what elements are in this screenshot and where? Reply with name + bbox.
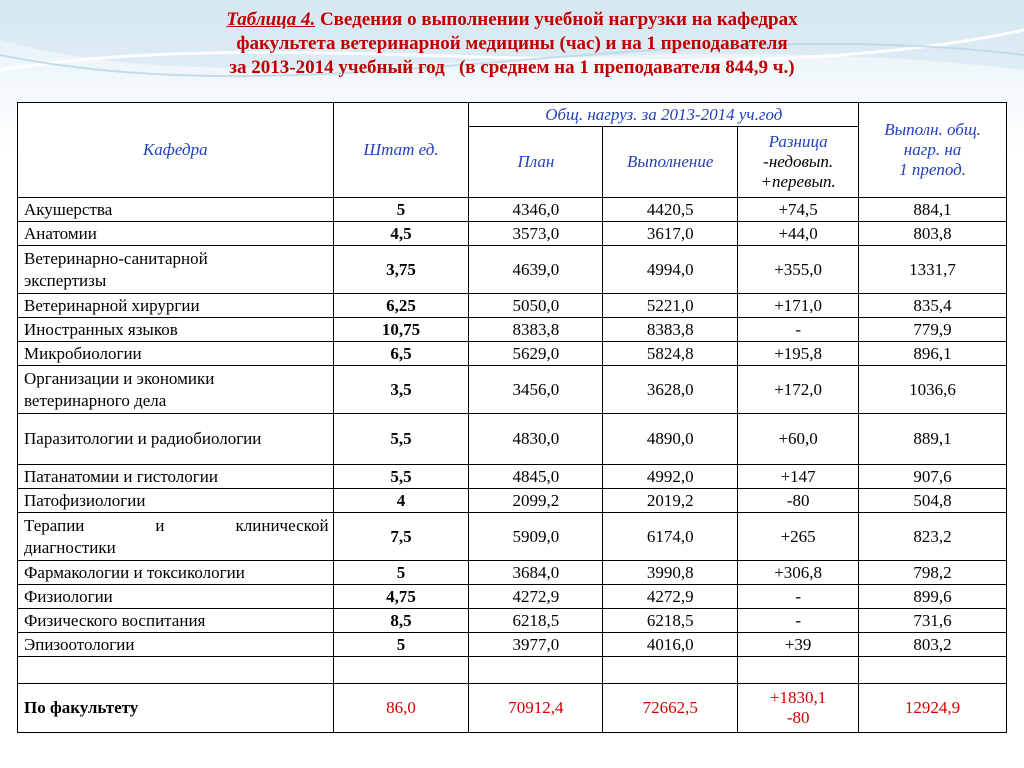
cell-kafedra — [18, 198, 334, 222]
kafedra-name-line: Анатомии — [24, 223, 97, 243]
cell-raznica: +172,0 — [738, 366, 859, 414]
cell-kafedra — [18, 318, 334, 342]
table-row — [18, 513, 1007, 561]
cell-shtat: 5 — [333, 198, 469, 222]
cell-plan: 3573,0 — [469, 222, 603, 246]
cell-raznica: +74,5 — [738, 198, 859, 222]
cell-shtat: 4,75 — [333, 585, 469, 609]
cell-kafedra — [18, 513, 334, 561]
kafedra-name-line: Физиологии — [24, 586, 113, 606]
header-per-teacher-line: нагр. на — [903, 140, 962, 159]
kafedra-name-line: Физического воспитания — [24, 610, 206, 630]
empty-cell — [333, 657, 469, 684]
kafedra-name-line: Эпизоотологии — [24, 634, 135, 654]
cell-raznica: +60,0 — [738, 414, 859, 465]
cell-kafedra — [18, 489, 334, 513]
header-plan: План — [469, 127, 603, 198]
cell-plan: 3456,0 — [469, 366, 603, 414]
cell-raznica: -80 — [738, 489, 859, 513]
kafedra-name-line: Патанатомии и гистологии — [24, 466, 218, 486]
cell-raznica: +171,0 — [738, 294, 859, 318]
cell-kafedra — [18, 342, 334, 366]
cell-plan: 5050,0 — [469, 294, 603, 318]
kafedra-name-line: ветеринарного дела — [24, 390, 167, 410]
cell-per-teacher: 896,1 — [859, 342, 1007, 366]
caption-label: Таблица 4. — [226, 9, 316, 30]
kafedra-name-line: Фармакологии и токсикологии — [24, 562, 245, 582]
table-row — [18, 561, 1007, 585]
header-per-teacher-line: 1 препод. — [899, 160, 967, 179]
cell-kafedra — [18, 465, 334, 489]
cell-per-teacher: 835,4 — [859, 294, 1007, 318]
cell-raznica: +44,0 — [738, 222, 859, 246]
table-row — [18, 585, 1007, 609]
table-row — [18, 342, 1007, 366]
cell-plan: 2099,2 — [469, 489, 603, 513]
empty-cell — [18, 657, 334, 684]
cell-vypolnenie: 3617,0 — [603, 222, 738, 246]
total-vypolnenie: 72662,5 — [603, 684, 738, 733]
total-raznica — [738, 684, 859, 733]
header-group: Общ. нагруз. за 2013-2014 уч.год — [469, 103, 859, 127]
cell-per-teacher: 1036,6 — [859, 366, 1007, 414]
cell-plan: 3684,0 — [469, 561, 603, 585]
cell-per-teacher: 889,1 — [859, 414, 1007, 465]
cell-vypolnenie: 3628,0 — [603, 366, 738, 414]
cell-plan: 5629,0 — [469, 342, 603, 366]
cell-shtat: 6,25 — [333, 294, 469, 318]
header-shtat: Штат ед. — [333, 103, 469, 198]
cell-per-teacher: 798,2 — [859, 561, 1007, 585]
cell-plan: 4639,0 — [469, 246, 603, 294]
cell-vypolnenie: 4272,9 — [603, 585, 738, 609]
cell-shtat: 10,75 — [333, 318, 469, 342]
kafedra-name-line: Ветеринарно-санитарной — [24, 248, 208, 268]
total-label: По факультету — [18, 684, 334, 733]
header-raznica-line: -недовып. — [763, 152, 834, 171]
cell-per-teacher: 803,2 — [859, 633, 1007, 657]
cell-shtat: 8,5 — [333, 609, 469, 633]
cell-raznica: +39 — [738, 633, 859, 657]
cell-kafedra — [18, 366, 334, 414]
table-row — [18, 246, 1007, 294]
cell-per-teacher: 899,6 — [859, 585, 1007, 609]
cell-shtat: 5,5 — [333, 414, 469, 465]
cell-kafedra — [18, 633, 334, 657]
cell-kafedra — [18, 246, 334, 294]
header-raznica — [738, 127, 859, 198]
table-row — [18, 318, 1007, 342]
empty-row — [18, 657, 1007, 684]
cell-shtat: 3,75 — [333, 246, 469, 294]
cell-per-teacher: 731,6 — [859, 609, 1007, 633]
cell-kafedra — [18, 585, 334, 609]
cell-plan: 4272,9 — [469, 585, 603, 609]
cell-plan: 5909,0 — [469, 513, 603, 561]
empty-cell — [859, 657, 1007, 684]
header-raznica-line: +перевып. — [760, 172, 836, 191]
cell-kafedra — [18, 609, 334, 633]
table-row — [18, 489, 1007, 513]
cell-shtat: 4,5 — [333, 222, 469, 246]
cell-kafedra — [18, 294, 334, 318]
caption-line-1: Сведения о выполнении учебной нагрузки на кафедрах — [315, 9, 798, 30]
cell-vypolnenie: 4420,5 — [603, 198, 738, 222]
header-per-teacher-line: Выполн. общ. — [884, 120, 981, 139]
cell-vypolnenie: 6218,5 — [603, 609, 738, 633]
cell-raznica: +265 — [738, 513, 859, 561]
kafedra-name-line: Паразитологии и радиобиологии — [24, 429, 262, 448]
table-caption — [0, 8, 1024, 80]
cell-raznica: +306,8 — [738, 561, 859, 585]
cell-raznica: +147 — [738, 465, 859, 489]
empty-cell — [469, 657, 603, 684]
cell-shtat: 3,5 — [333, 366, 469, 414]
cell-plan: 4346,0 — [469, 198, 603, 222]
kafedra-name-line: Организации и экономики — [24, 368, 215, 388]
kafedra-name-line: экспертизы — [24, 270, 107, 290]
cell-vypolnenie: 2019,2 — [603, 489, 738, 513]
empty-cell — [603, 657, 738, 684]
table-row — [18, 222, 1007, 246]
cell-plan: 4845,0 — [469, 465, 603, 489]
total-raznica-line: +1830,1 — [769, 688, 827, 707]
cell-per-teacher: 779,9 — [859, 318, 1007, 342]
total-row — [18, 684, 1007, 733]
cell-per-teacher: 907,6 — [859, 465, 1007, 489]
total-plan: 70912,4 — [469, 684, 603, 733]
cell-kafedra — [18, 222, 334, 246]
cell-raznica: - — [738, 585, 859, 609]
kafedra-name-line: Акушерства — [24, 199, 113, 219]
cell-raznica: +355,0 — [738, 246, 859, 294]
cell-vypolnenie: 3990,8 — [603, 561, 738, 585]
cell-vypolnenie: 4890,0 — [603, 414, 738, 465]
cell-plan: 6218,5 — [469, 609, 603, 633]
cell-vypolnenie: 5824,8 — [603, 342, 738, 366]
table-row — [18, 366, 1007, 414]
empty-cell — [738, 657, 859, 684]
cell-per-teacher: 803,8 — [859, 222, 1007, 246]
cell-plan: 3977,0 — [469, 633, 603, 657]
cell-vypolnenie: 5221,0 — [603, 294, 738, 318]
caption-line-3: за 2013-2014 учебный год (в среднем на 1 преподавателя 844,9 ч.) — [229, 57, 795, 78]
cell-kafedra — [18, 561, 334, 585]
kafedra-name-line: Патофизиологии — [24, 490, 146, 510]
table-row — [18, 465, 1007, 489]
table-row — [18, 633, 1007, 657]
cell-kafedra — [18, 414, 334, 465]
table-row — [18, 609, 1007, 633]
cell-vypolnenie: 4992,0 — [603, 465, 738, 489]
header-per-teacher — [859, 103, 1007, 198]
kafedra-name-line: Микробиологии — [24, 343, 142, 363]
cell-shtat: 5,5 — [333, 465, 469, 489]
workload-table — [17, 102, 1007, 733]
cell-shtat: 6,5 — [333, 342, 469, 366]
cell-per-teacher: 1331,7 — [859, 246, 1007, 294]
table-row — [18, 414, 1007, 465]
cell-per-teacher: 504,8 — [859, 489, 1007, 513]
cell-vypolnenie: 8383,8 — [603, 318, 738, 342]
cell-vypolnenie: 6174,0 — [603, 513, 738, 561]
cell-shtat: 5 — [333, 561, 469, 585]
total-shtat: 86,0 — [333, 684, 469, 733]
cell-shtat: 5 — [333, 633, 469, 657]
caption-line-2: факультета ветеринарной медицины (час) и на 1 преподавателя — [236, 33, 788, 54]
cell-shtat: 7,5 — [333, 513, 469, 561]
cell-raznica: - — [738, 318, 859, 342]
kafedra-name-line: Терапии и клинической — [24, 515, 329, 535]
cell-plan: 8383,8 — [469, 318, 603, 342]
table-row — [18, 198, 1007, 222]
total-raznica-line: -80 — [786, 708, 810, 727]
cell-vypolnenie: 4994,0 — [603, 246, 738, 294]
kafedra-name-line: Ветеринарной хирургии — [24, 295, 200, 315]
cell-raznica: - — [738, 609, 859, 633]
header-raznica-line: Разница — [768, 132, 828, 151]
kafedra-name-line: Иностранных языков — [24, 319, 178, 339]
table-row — [18, 294, 1007, 318]
header-vypolnenie: Выполнение — [603, 127, 738, 198]
cell-per-teacher: 823,2 — [859, 513, 1007, 561]
kafedra-name-line: диагностики — [24, 537, 116, 557]
cell-shtat: 4 — [333, 489, 469, 513]
cell-raznica: +195,8 — [738, 342, 859, 366]
cell-vypolnenie: 4016,0 — [603, 633, 738, 657]
cell-plan: 4830,0 — [469, 414, 603, 465]
header-kafedra: Кафедра — [18, 103, 334, 198]
total-per-teacher: 12924,9 — [859, 684, 1007, 733]
cell-per-teacher: 884,1 — [859, 198, 1007, 222]
